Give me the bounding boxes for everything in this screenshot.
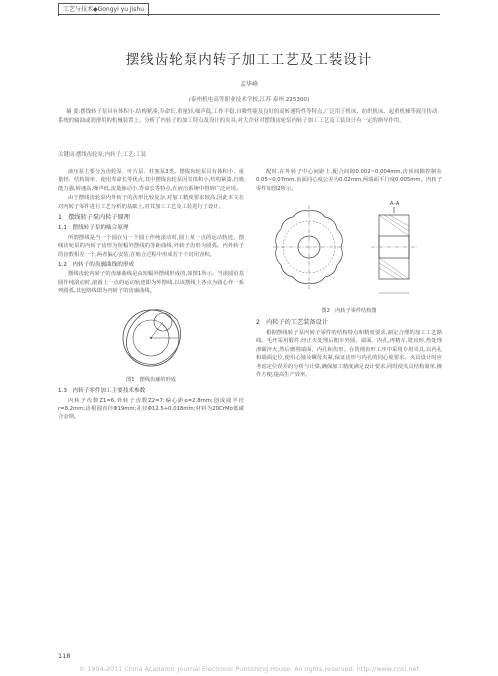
paper-title: 摆线齿轮泵内转子加工工艺及工装设计 xyxy=(125,52,373,68)
body-paragraph: 根据摆线转子泵内转子零件的结构特点和精度要求,制定合理的加工工艺路线。毛坯采用锻件,经正火处理后粗车外圆、端面、内孔,再精车,铣齿形,热处理渗碳淬火,然后磨削端面、内孔和齿形。在铣削齿形工序中采用专用夹具,以内孔和端面定位,使用心轴及螺母夹紧,保证齿形与内孔的同心度要求。夹具设计时应考虑定位误差的分析与计算,确保加工精度满足设计要求,同时使夹具结构简单,操作方便,提高生产效率。 xyxy=(256,330,442,379)
left-column xyxy=(58,168,244,423)
copyright-footer: © 1994-2011 China Academic Journal Electronic Publishing House. All rights reserved. http://www.cnki.net xyxy=(79,665,419,673)
section-heading: 1 摆线转子泵内转子原理 xyxy=(58,214,130,222)
subsection-heading: 1.3 内转子零件加工主要技术参数 xyxy=(58,388,146,395)
author: 孟华峰 xyxy=(239,81,258,88)
subsection-heading: 1.1 摆线转子泵的啮合原理 xyxy=(58,225,129,232)
body-paragraph: 摆线齿轮内转子的齿廓曲线是由短幅外摆线形成的,如图1所示。当滚圆沿基圆作纯滚动时,滚圆上一点的运动轨迹即为外摆线,以该摆线上各点为圆心作一系列圆弧,其包络线即为内转子的齿廓曲线。 xyxy=(58,271,244,295)
cycloid-diagram xyxy=(101,300,201,374)
figure-2-caption: 图2 内转子零件结构图 xyxy=(321,308,377,315)
subsection-heading: 1.2 内转子的齿廓曲线的形成 xyxy=(58,262,135,269)
journal-section-tag: 工艺与技术◆Gongyi yu Jishu xyxy=(58,3,149,16)
abstract: 摘 要:摆线转子泵具有体积小,结构紧凑,寿命长,重量轻,噪声低,工作平稳,自吸性能及良好的高转速特性等特点,广泛用于机床、纺织机床、起重机械等液压传动系统的输油或润滑用的机械装置上。分析了内转子的加工特点及设计的夹具,对大企业对摆线齿轮泵内转子加工工艺及工装设计有一定的指导作用。 xyxy=(58,109,438,124)
affiliation: (泰州机电高等职业技术学校,江苏 泰州 225300) xyxy=(188,97,310,103)
body-paragraph: 内转子齿数Z1=6,外转子齿数Z2=7;偏心距e=2.8mm;创成圆半径r=8.2mm;齿根圆直径Φ19mm;孔径Φ12.5+0.018mm;材料为20CrMo低碳合金钢。 xyxy=(58,397,244,421)
body-paragraph: 配时,在外转子中心间距上,配合间隙0.002~0.004mm,齿顶间隙控制在0.05~0.07mm,齿面同心度公差为0.02mm,两端面平行度0.005mm。内转子零件如图2所示。 xyxy=(256,169,442,192)
figure-1-image xyxy=(101,300,201,374)
inner-rotor-drawing xyxy=(259,197,439,305)
body-paragraph: 所谓摆线是当一个圆在另一个圆上作纯滚动时,圆上某一点的运动轨迹。摆线齿轮泵的内转子齿形为短幅外摆线的等距曲线,外转子齿形为圆弧。内外转子的齿数相差一个,两者偏心安装,在啮合过程中形成若干个封闭容积。 xyxy=(58,234,244,258)
figure-1-caption: 图1 摆线齿廓的形成 xyxy=(126,376,176,383)
page-number: 118 xyxy=(58,652,71,660)
header-rule xyxy=(58,14,440,15)
svg-text:A–A: A–A xyxy=(390,201,400,208)
section-heading: 2 内转子的工艺装备设计 xyxy=(256,318,328,326)
keywords: 关键词:摆线齿轮泵;内转子;工艺;工装 xyxy=(58,152,147,158)
right-column xyxy=(256,168,442,380)
intro-paragraph: 液压泵主要分为齿轮泵、叶片泵、柱塞泵3类。摆线齿轮泵具有体积小、重量轻、结构简单、使用寿命长等优点,其中摆线齿轮泵因其体积小,结构紧凑,自吸能力强,转速高,噪声低,流量脉动小,寿命长等特点,在液压系统中得到广泛应用。 xyxy=(58,169,244,192)
intro-paragraph: 由于摆线齿轮泵内外转子的齿形比较复杂,对加工精度要求较高,因此本文在对内转子零件进行工艺分析的基础上,对其加工工艺及工装进行了设计。 xyxy=(58,195,244,210)
figure-2-image xyxy=(259,197,439,305)
